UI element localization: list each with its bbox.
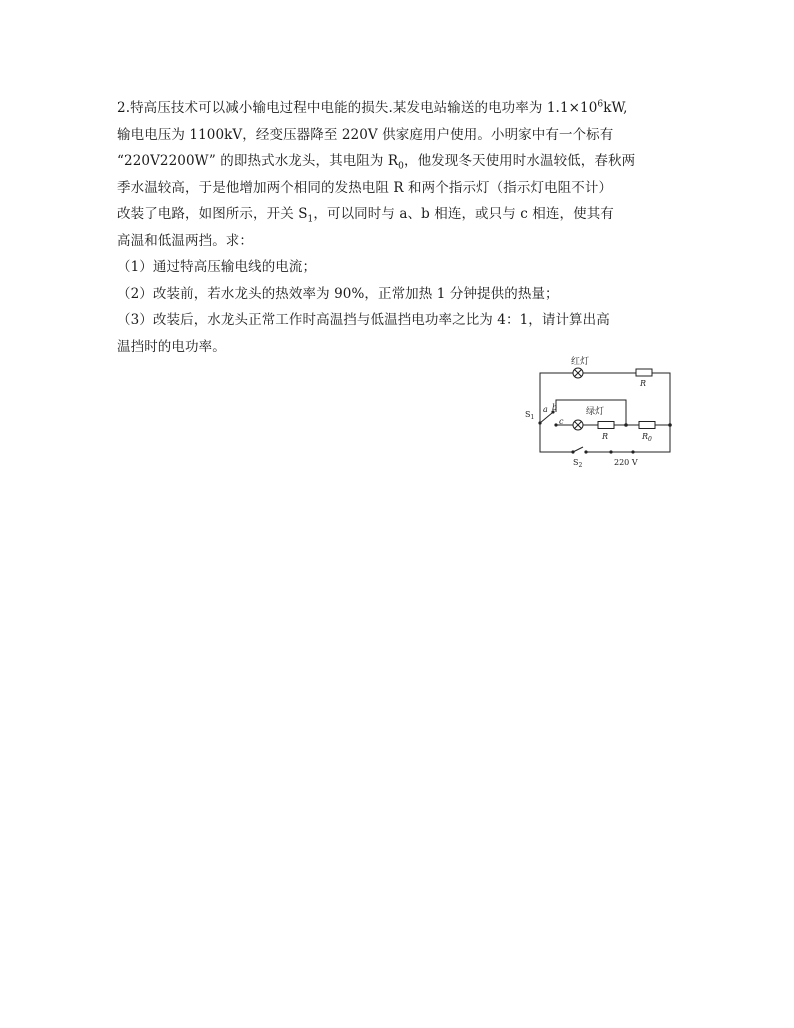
- subscript: 1: [307, 214, 314, 225]
- problem-line-4: 季水温较高，于是他增加两个相同的发热电阻 R 和两个指示灯（指示灯电阻不计）: [117, 179, 613, 196]
- switch-s1-label: $S_1$: [525, 410, 535, 421]
- question-1: （1）通过特高压输电线的电流；: [117, 259, 317, 275]
- question-3-continued: 温挡时的电功率。: [117, 338, 226, 355]
- switch-s2-icon: [573, 447, 583, 452]
- resistor-r0-icon: [639, 422, 655, 429]
- text-segment: 2.特高压技术可以减小输电过程中电能的损失.某发电站输送的电功率为 1.1×10: [117, 100, 598, 116]
- resistor-mid-label: R: [602, 432, 609, 441]
- superscript: 6: [597, 99, 604, 110]
- junction-dot: [668, 423, 672, 427]
- circuit-diagram: [516, 350, 686, 470]
- voltage-label: 220 V: [614, 458, 638, 467]
- resistor-mid-icon: [598, 422, 614, 429]
- red-lamp-label: 红灯: [571, 357, 590, 367]
- text-segment: “220V2200W” 的即热式水龙头，其电阻为 R: [117, 153, 399, 169]
- terminal-dot: [554, 423, 557, 426]
- terminal-dot: [584, 450, 587, 453]
- bottom-wire-left: [540, 423, 573, 452]
- text-segment: 改装了电路，如图所示，开关 S: [117, 206, 308, 222]
- terminal-dot: [571, 450, 574, 453]
- terminal-c-label: c: [559, 417, 564, 426]
- terminal-dot: [609, 450, 612, 453]
- switch-s1-icon: [540, 413, 552, 423]
- problem-line-1: [117, 95, 687, 122]
- resistor-top-icon: [636, 369, 652, 376]
- problem-line-6: 高温和低温两挡。求：: [117, 232, 253, 249]
- green-lamp-label: 绿灯: [586, 407, 605, 417]
- problem-text: [117, 95, 687, 360]
- text-segment: ，他发现冬天使用时水温较低，春秋两: [403, 153, 636, 169]
- bottom-wire-right: [586, 425, 670, 452]
- terminal-dot: [538, 421, 541, 424]
- text-segment: ，可以同时与 a、b 相连，或只与 c 相连，使其有: [313, 206, 614, 222]
- junction-dot: [624, 423, 628, 427]
- resistor-top-label: R: [640, 379, 647, 388]
- question-2: （2）改装前，若水龙头的热效率为 90%，正常加热 1 分钟提供的热量；: [117, 285, 559, 302]
- problem-line-5: [117, 201, 687, 228]
- problem-line-2: 输电电压为 1100kV，经变压器降至 220V 供家庭用户使用。小明家中有一个标有: [117, 126, 614, 143]
- resistor-r0-label: $R_0$: [642, 432, 652, 443]
- terminal-b-label: b: [552, 403, 558, 412]
- text-segment: kW,: [603, 100, 628, 116]
- terminal-dot: [631, 450, 634, 453]
- problem-line-3: [117, 148, 687, 175]
- subscript: 0: [398, 161, 404, 172]
- terminal-a-label: a: [543, 405, 548, 414]
- question-3: （3）改装后，水龙头正常工作时高温挡与低温挡电功率之比为 4：1，请计算出高: [117, 312, 610, 328]
- switch-s2-label: $S_2$: [573, 458, 583, 469]
